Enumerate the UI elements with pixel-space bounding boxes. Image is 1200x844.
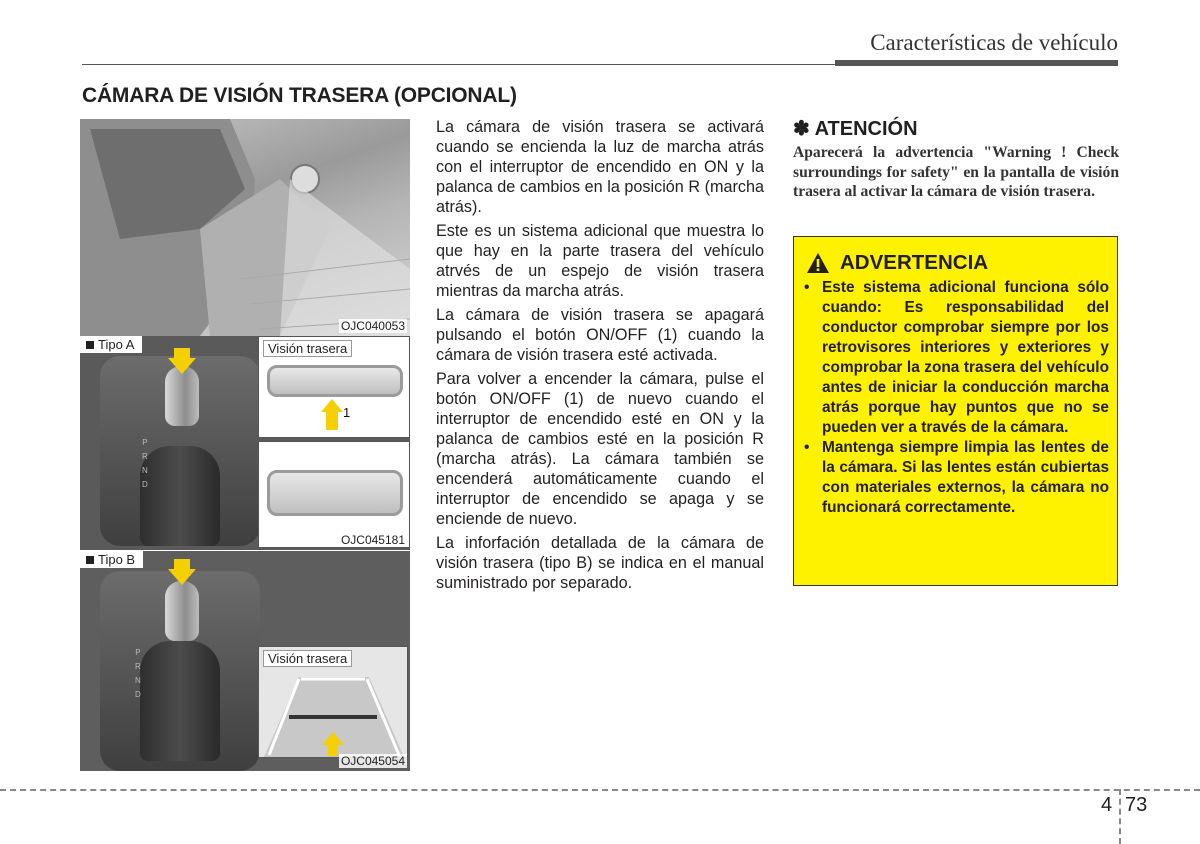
- shift-boot: [140, 446, 220, 546]
- type-a-label: Tipo A: [80, 336, 142, 353]
- body-paragraph: Este es un sistema adicional que muestra lo que hay en la parte trasera del vehículo atrvés de un espejo de visión trasera mientras da marcha atrás.: [436, 222, 764, 300]
- figure-code: OJC045054: [340, 754, 405, 768]
- warning-box: [793, 236, 1118, 586]
- arrow-stem: [174, 559, 190, 569]
- bullet-icon: •: [804, 439, 810, 456]
- header-rule-accent: [835, 60, 1118, 66]
- arrow-stem: [328, 744, 338, 756]
- body-paragraph: Para volver a encender la cámara, pulse el botón ON/OFF (1) de nuevo cuando el interruptor de encendido esté en ON y la palanca de cambios esté en la posición R (marcha atrás). La cámara también se encenderá automáticamente cuando el interruptor de encendido se apaga y se enciende de nuevo.: [436, 370, 764, 528]
- rear-view-mirror-inset-2: [258, 441, 410, 548]
- section-title: CÁMARA DE VISIÓN TRASERA (OPCIONAL): [82, 84, 517, 107]
- arrow-down-icon: [168, 569, 196, 585]
- button-number: 1: [343, 405, 351, 420]
- arrow-up-icon: [321, 399, 343, 412]
- type-b-figure: [80, 551, 410, 771]
- body-paragraph: La inforfación detallada de la cámara de visión trasera (tipo B) se indica en el manual suministrado por separado.: [436, 534, 764, 592]
- chapter-number: 4: [1101, 794, 1113, 816]
- page-number-divider: [1119, 789, 1121, 844]
- arrow-down-icon: [168, 358, 196, 374]
- rear-car-illustration: [80, 119, 410, 336]
- body-text: [436, 117, 764, 597]
- inset-label: Visión trasera: [263, 650, 352, 667]
- arrow-stem: [326, 412, 338, 430]
- arrow-stem: [174, 348, 190, 358]
- rear-view-mirror-inset: [258, 336, 410, 438]
- rear-view-mirror: [267, 365, 403, 397]
- figure-code: OJC045181: [340, 533, 405, 547]
- body-paragraph: La cámara de visión trasera se apagará pulsando el botón ON/OFF (1) cuando la cámara de visión trasera esté activada.: [436, 306, 764, 364]
- asterisk-icon: ✽: [793, 118, 810, 140]
- inset-label: Visión trasera: [263, 340, 352, 357]
- gear-indicator: P R N D: [142, 438, 148, 489]
- chapter-title: Características de vehículo: [870, 30, 1118, 55]
- attention-text: Aparecerá la advertencia "Warning ! Check surroundings for safety" en la pantalla de visión trasera al activar la cámara de visión trasera.: [793, 144, 1119, 200]
- gear-indicator: P R N D: [135, 648, 141, 699]
- gear-knob: [165, 366, 199, 426]
- rear-car-figure: [80, 119, 410, 336]
- shift-boot: [140, 641, 220, 761]
- bullet-icon: •: [804, 279, 810, 296]
- rear-view-mirror: [267, 470, 403, 516]
- warning-item: • Este sistema adicional funciona sólo cuando: Es responsabilidad del conductor comprobar siempre por los retrovisores interiores y exteriores y comprobar la zona trasera del vehículo antes de iniciar la conducción marcha atrás porque hay puntos que no se pueden ver a través de la cámara.: [804, 279, 1109, 436]
- warning-title: ADVERTENCIA: [840, 251, 989, 274]
- gear-knob: [165, 581, 199, 641]
- footer-rule: [0, 789, 1200, 791]
- type-a-figure: [80, 336, 410, 550]
- body-paragraph: La cámara de visión trasera se activará cuando se encienda la luz de marcha atrás con el interruptor de encendido en ON y la palanca de cambios en la posición R (marcha atrás).: [436, 118, 764, 216]
- warning-header: [806, 251, 988, 275]
- warning-list: [802, 278, 1109, 518]
- attention-heading: [793, 116, 918, 141]
- warning-triangle-icon: [806, 252, 830, 274]
- warning-item: • Mantenga siempre limpia las lentes de la cámara. Si las lentes están cubiertas con materiales externos, la cámara no funcionará correctamente.: [804, 439, 1109, 516]
- rear-view-screen-inset: [258, 646, 408, 758]
- attention-title: ATENCIÓN: [814, 118, 918, 140]
- page-number: 73: [1125, 794, 1148, 816]
- figure-code: OJC040053: [340, 319, 405, 333]
- type-b-label: Tipo B: [80, 551, 143, 568]
